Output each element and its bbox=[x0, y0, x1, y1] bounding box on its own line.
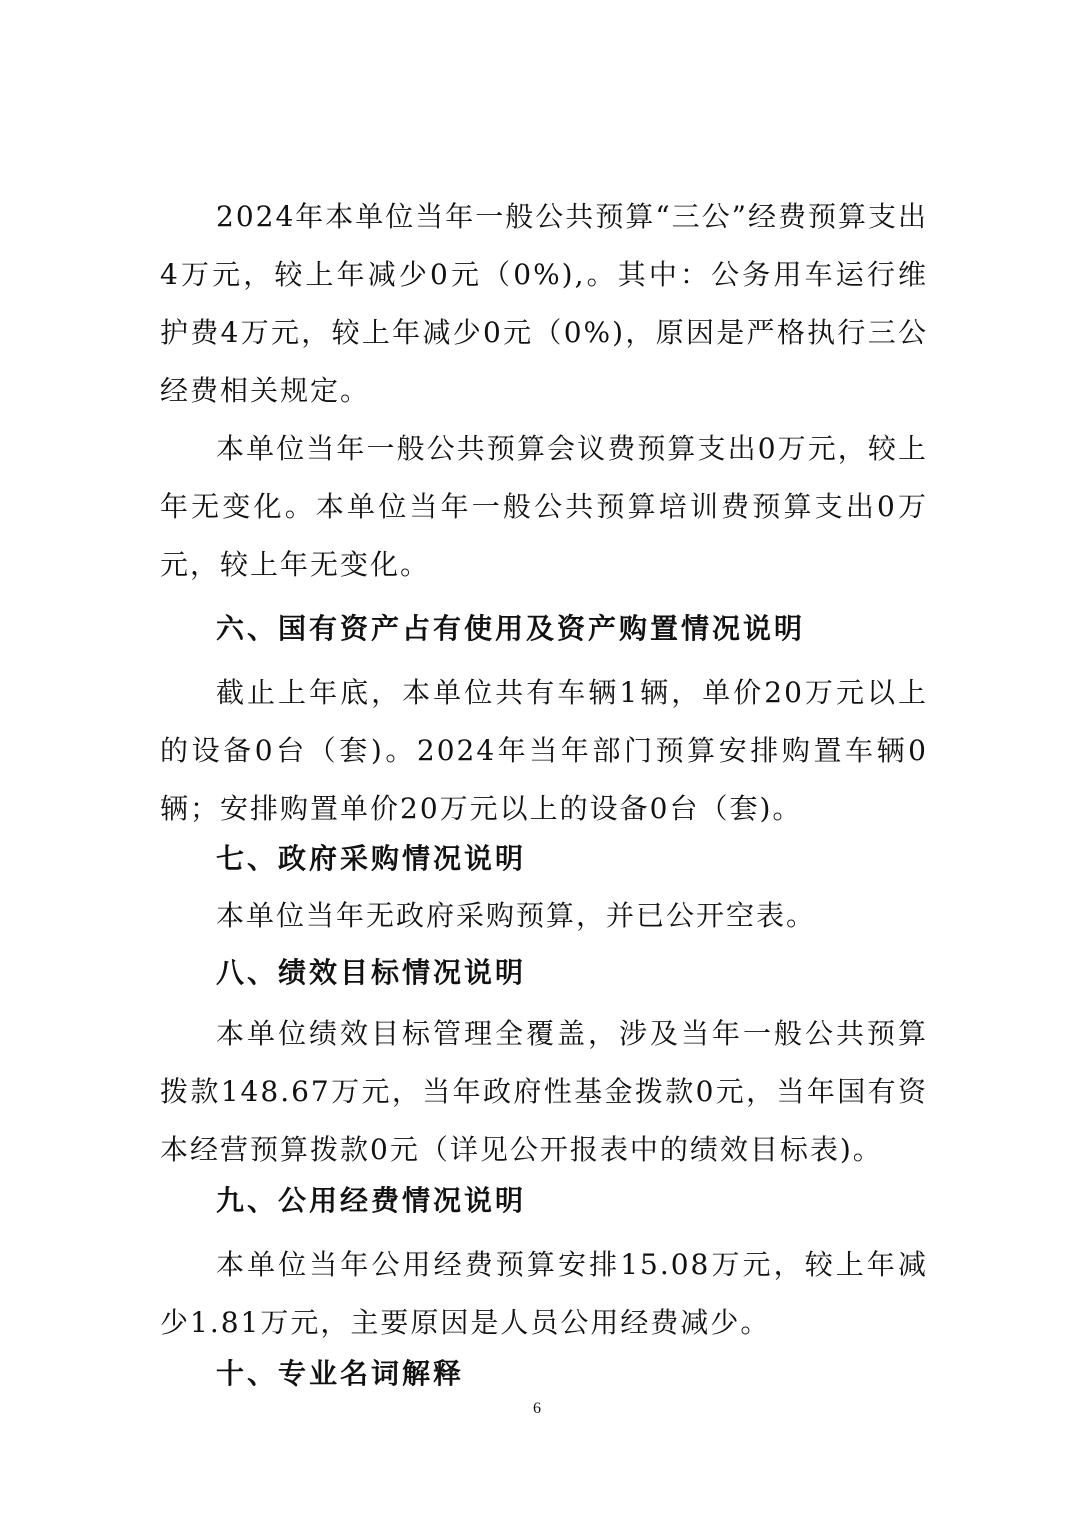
paragraph-public-funds: 本单位当年公用经费预算安排15.08万元，较上年减少1.81万元，主要原因是人员公用经费减少。 bbox=[160, 1248, 928, 1339]
heading-performance-targets: 八、绩效目标情况说明 bbox=[216, 956, 527, 989]
paragraph-performance-targets: 本单位绩效目标管理全覆盖，涉及当年一般公共预算拨款148.67万元，当年政府性基金拨款0元，当年国有资本经营预算拨款0元（详见公开报表中的绩效目标表)。 bbox=[160, 1017, 928, 1166]
heading-public-funds: 九、公用经费情况说明 bbox=[216, 1184, 527, 1217]
paragraph-meeting-training-expenses: 本单位当年一般公共预算会议费预算支出0万元，较上年无变化。本单位当年一般公共预算培训费预算支出0万元，较上年无变化。 bbox=[160, 432, 928, 581]
page-number: 6 bbox=[533, 1400, 541, 1417]
heading-state-assets: 六、国有资产占有使用及资产购置情况说明 bbox=[216, 612, 806, 645]
paragraph-government-procurement: 本单位当年无政府采购预算，并已公开空表。 bbox=[216, 899, 817, 932]
heading-terminology: 十、专业名词解释 bbox=[216, 1357, 465, 1390]
heading-government-procurement: 七、政府采购情况说明 bbox=[216, 842, 527, 875]
paragraph-state-assets: 截止上年底，本单位共有车辆1辆，单价20万元以上的设备0台（套)。2024年当年部门预算安排购置车辆0辆；安排购置单价20万元以上的设备0台（套)。 bbox=[160, 676, 928, 825]
paragraph-sangong-expenses: 2024年本单位当年一般公共预算“三公”经费预算支出4万元，较上年减少0元（0%),。其中：公务用车运行维护费4万元，较上年减少0元（0%)，原因是严格执行三公经费相关规定。 bbox=[160, 200, 928, 407]
